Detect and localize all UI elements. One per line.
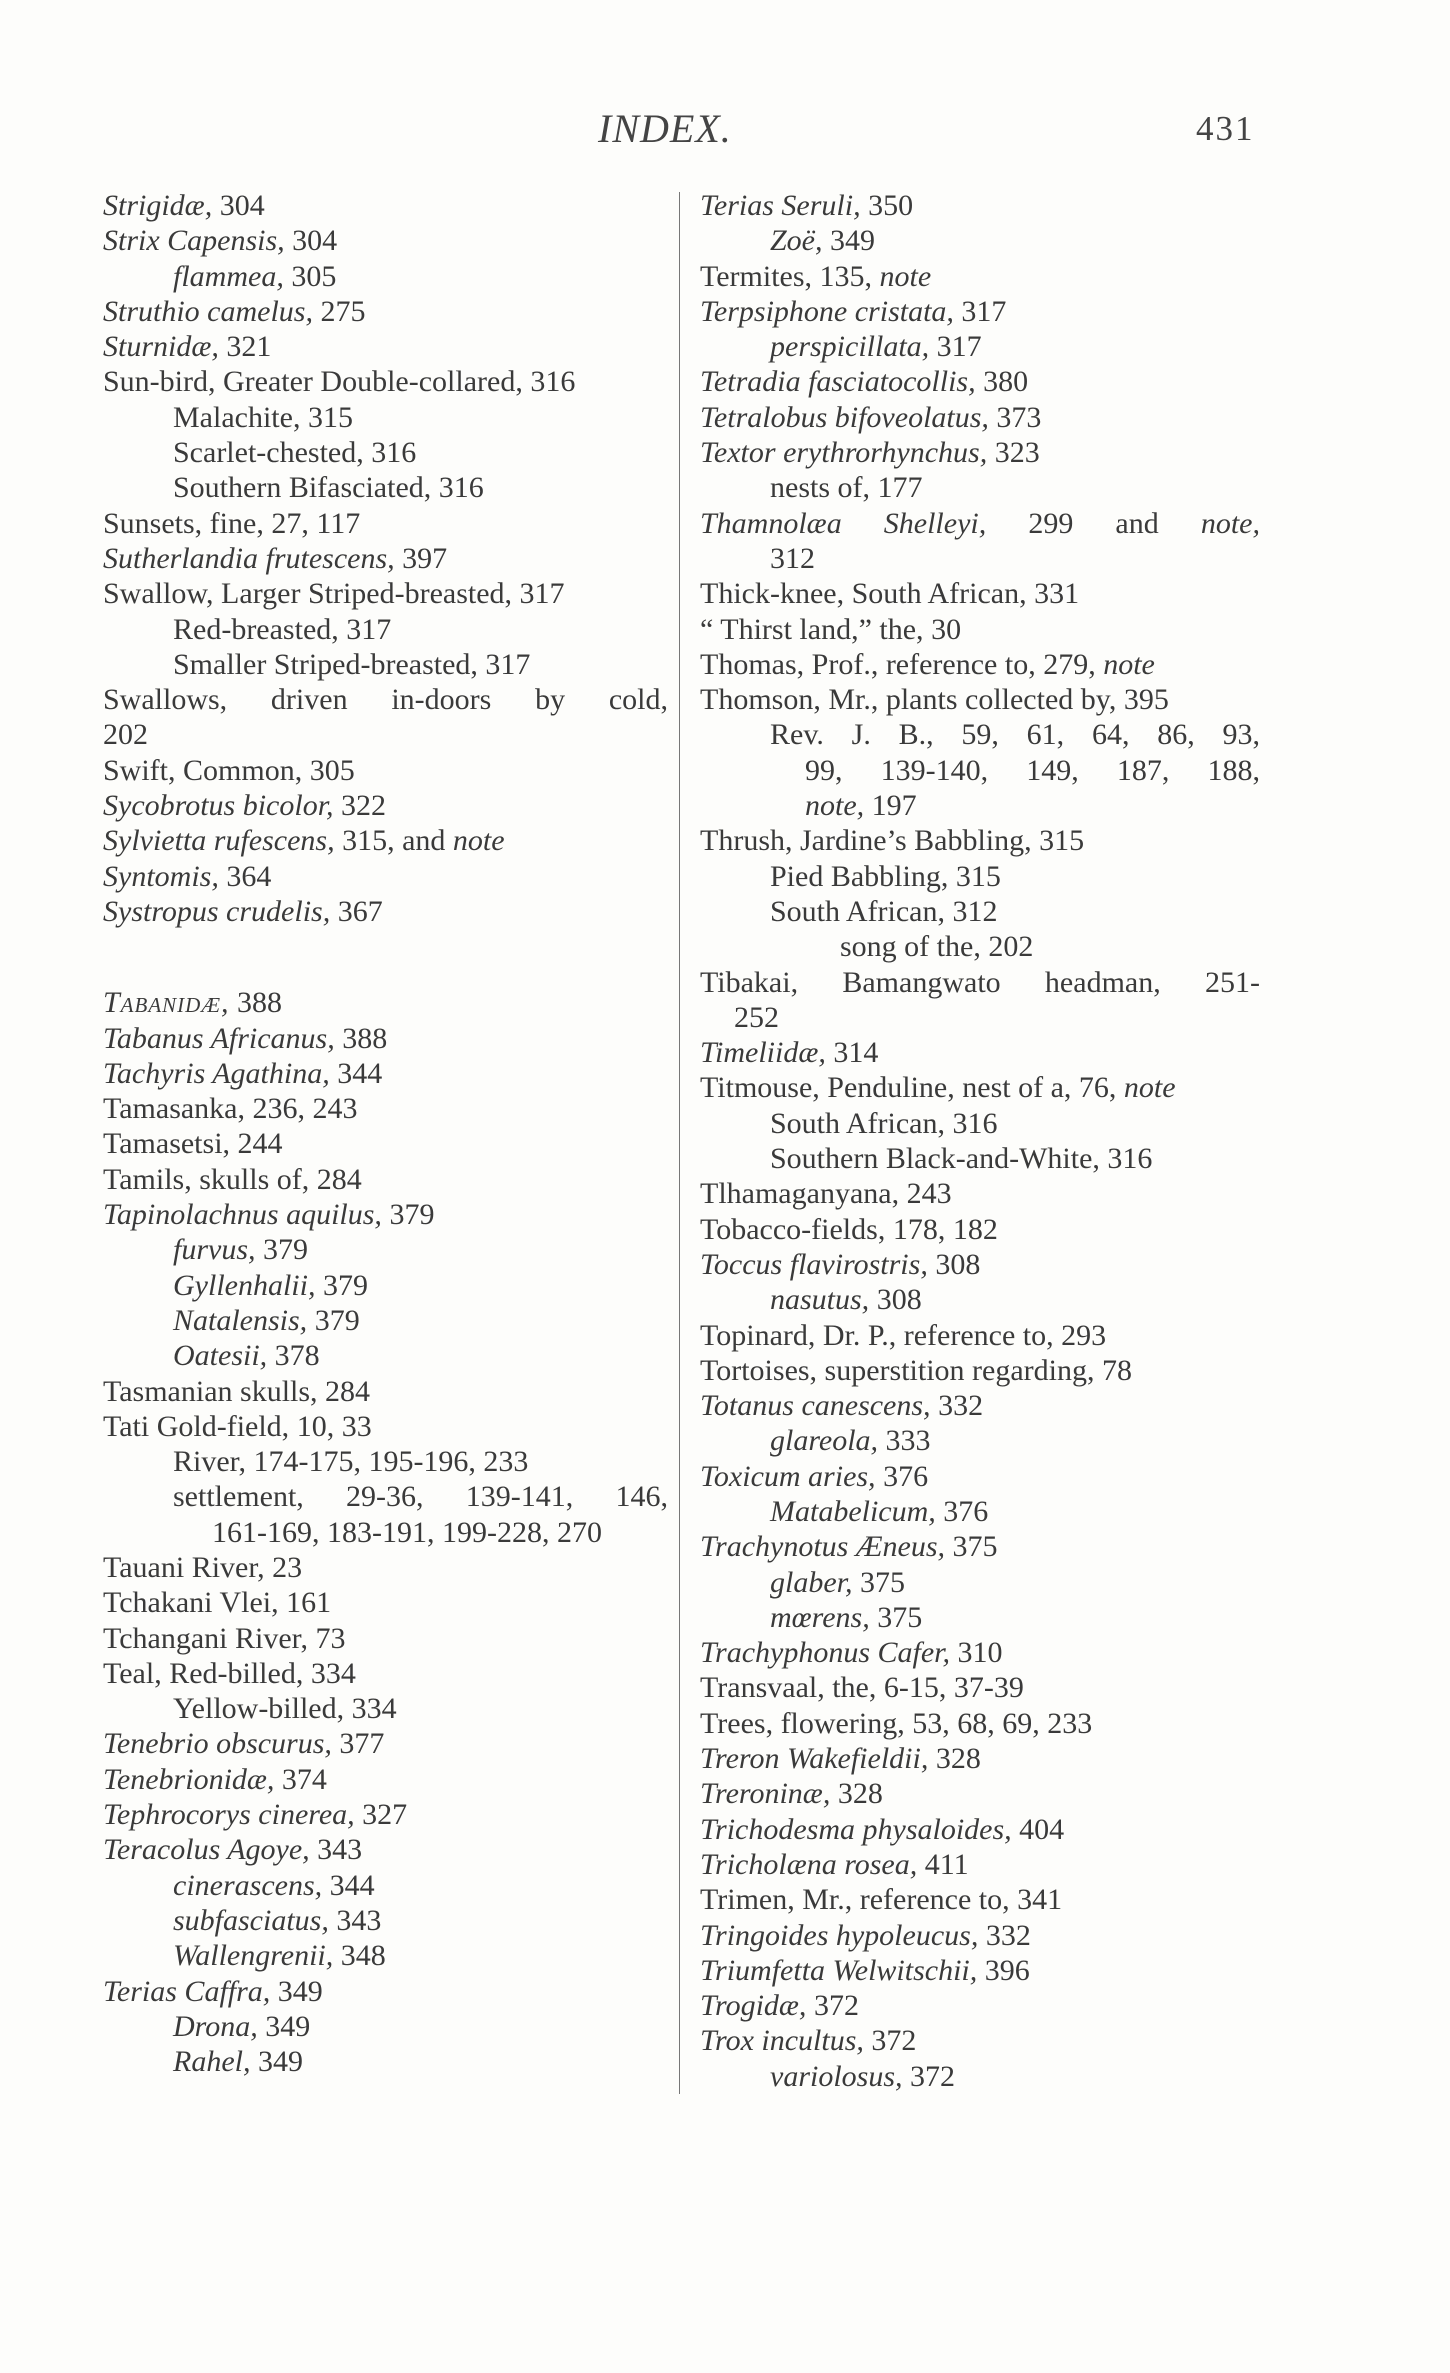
entry-pages: 411 [917,1847,969,1881]
entry-pages: 78 [1094,1353,1132,1387]
entry-pages: 27, 117 [263,506,361,540]
entry-term: Swallow, Larger Striped-breasted, [103,577,513,611]
index-group [103,188,668,682]
entry-pages: 334 [344,1692,397,1726]
entry-term: Wallengrenii, [173,1939,334,1973]
index-entry [700,1318,1260,1353]
entry-pages: 317 [338,612,392,646]
index-entry [700,1918,1260,1953]
entry-term: Tenebrionidæ, [103,1762,275,1796]
index-entry [103,1374,668,1409]
entry-term: Yellow-billed, [173,1692,345,1726]
entry-pages: 53, 68, 69, 233 [904,1706,1093,1740]
index-entry [103,1091,668,1126]
section-gap [103,929,668,985]
entry-term: Smaller Striped-breasted, [173,647,478,681]
entry-pages: 10, 33 [289,1409,372,1443]
entry-pages: 376 [875,1459,929,1493]
index-entry [103,541,668,576]
index-entry [700,1741,1260,1776]
entry-pages: 304 [212,189,265,222]
index-group [700,188,1260,259]
entry-pages: 341 [1009,1883,1063,1917]
index-entry-continuation: 99, 139-140, 149, 187, 188, [805,753,1260,787]
index-entry [103,223,668,258]
entry-pages: 379 [381,1198,435,1232]
index-entry [103,1303,668,1338]
page-number: 431 [1196,109,1255,148]
entry-term: Oatesii, [173,1339,268,1373]
entry-term: Trimen, Mr., reference to, [700,1883,1010,1917]
index-column-right [700,188,1260,2094]
index-entry-continuation: 252 [734,1000,779,1034]
entry-term: Drona, [173,2009,258,2043]
entry-pages: 312 [944,894,998,928]
entry-term: Tasmanian skulls, [103,1374,318,1408]
entry-term: Topinard, Dr. P., reference to, [700,1318,1054,1352]
entry-pages: 23 [264,1550,303,1584]
entry-term: furvus, [173,1233,256,1267]
index-entry [700,859,1260,894]
entry-pages: 388 [334,1021,388,1055]
index-entry [700,1494,1260,1529]
entry-pages: 343 [328,1903,382,1937]
index-entry [103,329,668,364]
index-entry: Thamnolæa Shelleyi, 299 and note, [700,506,1260,540]
entry-term: Terpsiphone cristata, [700,294,954,328]
entry-term: Malachite, [173,400,301,434]
entry-pages: 375 [852,1565,905,1599]
index-entry [700,1423,1260,1458]
entry-term: Toccus flavirostris, [700,1247,928,1281]
entry-pages: 374 [274,1762,327,1796]
entry-term: glareola, [770,1424,879,1458]
index-entry [103,1550,668,1585]
entry-term: Syntomis, [103,859,219,893]
index-entry [103,612,668,647]
entry-pages: 30 [923,612,962,646]
index-entry [103,1409,668,1444]
index-entry [103,364,668,399]
entry-term: Pied Babbling, [770,859,949,893]
index-entry [103,1797,668,1832]
index-entry [700,2023,1260,2058]
index-group [103,1550,668,2079]
entry-term: Tabanus Africanus, [103,1021,335,1055]
entry-term: Tetradia fasciatocollis, [700,365,976,399]
entry-term: subfasciatus, [173,1903,329,1937]
entry-term: Zoë, [770,224,823,258]
index-entry [103,259,668,294]
entry-term: Sun-bird, Greater Double-collared, [103,365,523,399]
entry-term: Tricholæna rosea, [700,1847,918,1881]
entry-term: Textor erythrorhynchus, [700,436,988,470]
entry-pages: 379 [255,1233,308,1267]
entry-pages: 375 [869,1600,923,1634]
index-entry [700,1141,1260,1176]
index-entry: Timeliidæ, 314 [700,1036,879,1070]
entry-pages: 378 [267,1339,320,1373]
entry-term: Systropus crudelis, [103,894,331,928]
entry-term: Triumfetta Welwitschii, [700,1953,978,1987]
index-entry [700,612,1260,647]
entry-pages: 379 [307,1303,360,1337]
entry-term: Tamasetsi, [103,1127,231,1161]
entry-term: flammea, [173,259,284,293]
index-entry [700,576,1260,611]
entry-pages: 73 [307,1621,346,1655]
index-entry [700,1529,1260,1564]
index-entry: Titmouse, Penduline, nest of a, 76, note [700,1071,1176,1105]
entry-term: Tati Gold-field, [103,1409,290,1443]
index-entry [700,2059,1260,2094]
index-entry [103,788,668,823]
index-entry: Thomson, Mr., plants collected by, 395 [700,683,1169,717]
index-group [103,753,668,824]
entry-pages: 376 [935,1494,989,1528]
entry-term: Trox incultus, [700,2024,864,2058]
entry-pages: 373 [988,400,1042,434]
entry-pages: 375 [945,1530,998,1564]
entry-pages: 304 [284,224,338,258]
entry-term: Terias Caffra, [103,1974,271,2008]
index-entry [700,929,1260,964]
index-entry [700,1176,1260,1211]
index-entry [103,1903,668,1938]
entry-term: Tringoides hypoleucus, [700,1918,979,1952]
entry-term: Tortoises, superstition regarding, [700,1353,1095,1387]
entry-pages: 315 [1031,824,1085,858]
entry-term: Struthio camelus, [103,294,313,328]
entry-pages: 343 [309,1833,363,1867]
entry-term: song of the, [840,930,981,964]
index-entry [700,1776,1260,1811]
entry-pages: 328 [928,1742,981,1776]
index-entry [103,1974,668,2009]
index-group [700,294,1260,506]
index-entry: Tibakai, Bamangwato headman, 251- [700,965,1260,999]
index-entry [700,1953,1260,1988]
entry-pages: 202 [980,930,1034,964]
index-group [700,1106,1260,2094]
index-entry [103,1868,668,1903]
index-entry [700,1106,1260,1141]
entry-pages: 317 [512,577,565,611]
index-entry [700,1635,1260,1670]
entry-pages: 372 [806,1989,859,2023]
entry-term: South African, [770,894,945,928]
entry-pages: 350 [860,189,914,222]
entry-pages: 316 [944,1106,998,1140]
index-entry [700,1882,1260,1917]
entry-pages: 349 [257,2009,311,2043]
index-entry [103,753,668,788]
entry-term: Teracolus Agoye, [103,1833,310,1867]
entry-term: perspicillata, [770,330,930,364]
entry-term: Totanus canescens, [700,1389,931,1423]
entry-term: nasutus, [770,1283,870,1317]
entry-term: Southern Black-and-White, [770,1142,1100,1176]
index-entry [103,1762,668,1797]
index-entry [700,1565,1260,1600]
index-entry-continuation: note, 197 [805,789,917,823]
index-column-left [103,188,668,2079]
index-entry: Sylvietta rufescens, 315, and note [103,824,505,858]
entry-term: River, [173,1445,246,1479]
entry-term: Southern Bifasciated, [173,471,432,505]
index-entry [700,1670,1260,1705]
entry-pages: 315 [948,859,1001,893]
index-entry [103,1691,668,1726]
entry-term: Treron Wakefieldii, [700,1742,929,1776]
entry-term: Scarlet-chested, [173,436,364,470]
entry-term: Tauani River, [103,1550,265,1584]
entry-pages: 334 [303,1656,356,1690]
index-entry [103,1126,668,1161]
entry-pages: 316 [363,436,417,470]
index-entry [700,400,1260,435]
entry-term: Sturnidæ, [103,330,219,364]
index-entry [700,894,1260,929]
entry-pages: 349 [250,2045,303,2079]
entry-pages: 349 [822,224,875,258]
entry-pages: 377 [331,1727,385,1761]
entry-pages: 349 [270,1974,323,2008]
entry-term: Trichodesma physaloides, [700,1812,1012,1846]
entry-term: Trachynotus Æneus, [700,1530,946,1564]
index-entry: Swallows, driven in-doors by cold, [103,683,668,717]
entry-term: Strigidæ, [103,189,213,222]
index-entry: Rev. J. B., 59, 61, 64, 86, 93, [770,718,1260,752]
index-entry [700,823,1260,858]
page-header [0,105,1450,155]
index-entry-continuation: 161-169, 183-191, 199-228, 270 [212,1515,602,1549]
entry-pages: 321 [218,330,272,364]
index-entry-continuation: 202 [103,718,148,752]
index-entry [700,1706,1260,1741]
entry-term: Trachyphonus Cafer, [700,1636,951,1670]
entry-pages: 323 [987,436,1040,470]
index-entry: settlement, 29-36, 139-141, 146, [173,1480,668,1514]
index-group [103,1021,668,1480]
entry-pages: 327 [354,1798,408,1832]
index-entry: Tabanidæ, 388 [103,986,283,1020]
entry-pages: 284 [317,1374,371,1408]
entry-term: Gyllenhalii, [173,1268,316,1302]
entry-term: Strix Capensis, [103,224,285,258]
entry-term: South African, [770,1106,945,1140]
index-entry [700,1282,1260,1317]
entry-pages: 331 [1026,577,1080,611]
index-entry: Thomas, Prof., reference to, 279, note [700,647,1155,681]
entry-pages: 305 [302,753,355,787]
entry-term: Sutherlandia frutescens, [103,541,395,575]
index-entry [103,470,668,505]
entry-term: Thick-knee, South African, [700,577,1027,611]
index-entry [103,647,668,682]
index-entry [103,1621,668,1656]
entry-term: “ Thirst land,” the, [700,612,924,646]
entry-pages: 317 [953,294,1007,328]
index-entry [103,576,668,611]
entry-term: Treroninæ, [700,1777,831,1811]
entry-pages: 367 [330,894,383,928]
index-entry [700,470,1260,505]
index-entry [700,1247,1260,1282]
entry-pages: 315 [300,400,353,434]
entry-term: Trees, flowering, [700,1706,905,1740]
entry-term: Tchakani Vlei, [103,1586,279,1620]
entry-term: Tamils, skulls of, [103,1162,310,1196]
entry-term: Terias Seruli, [700,189,861,222]
entry-pages: 161 [278,1586,332,1620]
running-title: INDEX. [598,106,732,151]
entry-pages: 380 [975,365,1029,399]
entry-pages: 379 [315,1268,368,1302]
entry-term: Natalensis, [173,1303,308,1337]
index-entry [103,859,668,894]
index-entry [700,223,1260,258]
index-entry [103,294,668,329]
index-entry [103,1056,668,1091]
entry-pages: 275 [313,294,366,328]
index-entry [103,1021,668,1056]
entry-term: Toxicum aries, [700,1459,876,1493]
entry-pages: 332 [930,1389,984,1423]
entry-pages: 244 [230,1127,283,1161]
entry-term: cinerascens, [173,1868,323,1902]
index-entry [700,329,1260,364]
index-entry [700,1353,1260,1388]
index-entry [700,1847,1260,1882]
index-entry [103,400,668,435]
entry-pages: 317 [477,647,531,681]
entry-term: Tetralobus bifoveolatus, [700,400,989,434]
index-group [103,859,668,930]
index-entry [103,188,668,223]
entry-pages: 322 [333,789,387,823]
entry-pages: 293 [1053,1318,1107,1352]
entry-term: Sunsets, fine, [103,506,264,540]
index-entry [700,1459,1260,1494]
index-entry [103,1585,668,1620]
entry-term: Tobacco-fields, [700,1212,886,1246]
index-entry [700,1388,1260,1423]
entry-pages: 308 [927,1247,981,1281]
index-entry [700,1212,1260,1247]
index-entry [103,1232,668,1267]
index-entry [103,1444,668,1479]
index-entry [103,2044,668,2079]
entry-pages: 397 [394,541,448,575]
entry-pages: 6-15, 37-39 [876,1671,1024,1705]
entry-term: Rahel, [173,2045,251,2079]
entry-term: nests of, [770,471,870,505]
index-entry: Termites, 135, note [700,259,932,293]
entry-pages: 332 [978,1918,1031,1952]
index-entry [700,1988,1260,2023]
index-entry [700,435,1260,470]
entry-pages: 177 [870,471,923,505]
entry-term: Tamasanka, [103,1092,246,1126]
entry-pages: 344 [322,1868,375,1902]
index-entry [103,1338,668,1373]
entry-pages: 243 [899,1177,952,1211]
entry-pages: 310 [950,1636,1003,1670]
entry-pages: 372 [863,2024,917,2058]
index-group [700,576,1260,647]
entry-term: Tapinolachnus aquilus, [103,1198,382,1232]
entry-term: Sycobrotus bicolor, [103,789,334,823]
entry-term: Tephrocorys cinerea, [103,1798,355,1832]
entry-term: Red-breasted, [173,612,339,646]
entry-pages: 178, 182 [885,1212,998,1246]
index-entry [103,1656,668,1691]
index-group [700,823,1260,964]
entry-pages: 344 [329,1056,383,1090]
index-entry [103,1938,668,1973]
entry-pages: 174-175, 195-196, 233 [245,1445,529,1479]
column-divider [679,192,680,2094]
entry-pages: 404 [1011,1812,1065,1846]
entry-pages: 348 [333,1939,386,1973]
entry-term: Swift, Common, [103,753,303,787]
entry-pages: 305 [283,259,337,293]
index-entry [103,894,668,929]
entry-term: glaber, [770,1565,853,1599]
entry-term: Teal, Red-billed, [103,1656,304,1690]
entry-pages: 316 [1099,1142,1153,1176]
entry-pages: 308 [869,1283,922,1317]
index-entry [103,1726,668,1761]
entry-pages: 316 [522,365,576,399]
index-entry [103,1197,668,1232]
entry-term: Transvaal, the, [700,1671,877,1705]
index-entry [700,188,1260,223]
entry-term: Tlhamaganyana, [700,1177,900,1211]
entry-pages: 317 [929,330,982,364]
entry-pages: 236, 243 [245,1092,358,1126]
entry-pages: 364 [218,859,272,893]
index-entry [700,1812,1260,1847]
entry-pages: 372 [902,2059,956,2093]
entry-pages: 316 [431,471,484,505]
entry-term: variolosus, [770,2059,903,2093]
index-entry [700,364,1260,399]
index-entry-continuation: 312 [770,541,815,575]
index-entry [103,435,668,470]
entry-pages: 333 [878,1424,931,1458]
entry-pages: 328 [830,1777,883,1811]
entry-pages: 284 [309,1162,362,1196]
index-entry [103,2009,668,2044]
entry-term: Tchangani River, [103,1621,308,1655]
index-entry [700,1600,1260,1635]
entry-term: mœrens, [770,1600,870,1634]
index-entry [103,1832,668,1867]
entry-term: Tachyris Agathina, [103,1056,330,1090]
entry-term: Matabelicum, [770,1494,936,1528]
index-entry [103,1162,668,1197]
index-entry [103,1268,668,1303]
entry-pages: 396 [977,1953,1030,1987]
entry-term: Tenebrio obscurus, [103,1727,332,1761]
index-entry [700,294,1260,329]
entry-term: Trogidæ, [700,1989,807,2023]
index-entry [103,506,668,541]
entry-term: Thrush, Jardine’s Babbling, [700,824,1032,858]
